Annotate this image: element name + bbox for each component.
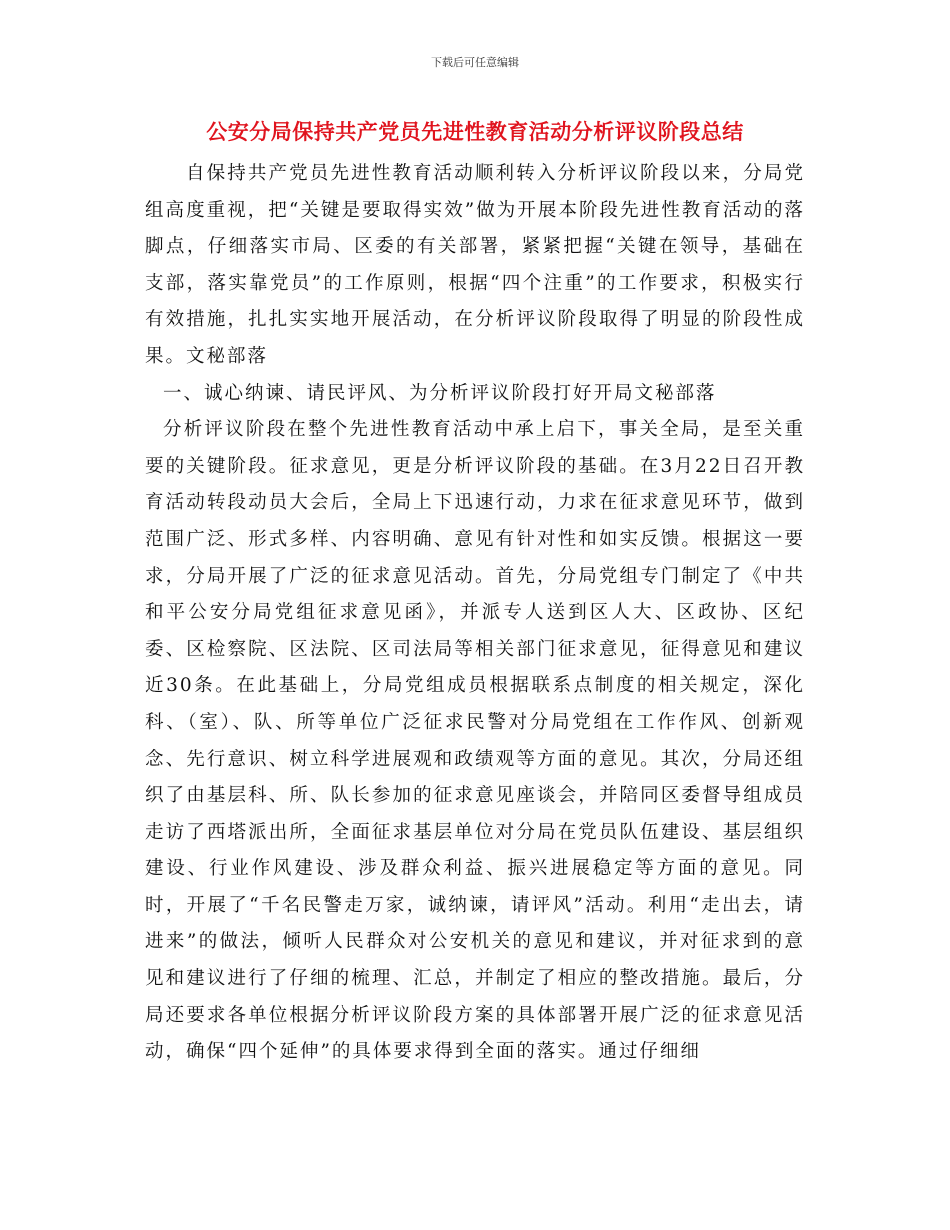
paragraph-section-1: 分析评议阶段在整个先进性教育活动中承上启下，事关全局，是至关重要的关键阶段。征求意见，更是分析评议阶段的基础。在3月22日召开教育活动转段动员大会后，全局上下迅速行动，力求在征求意见环节，做到范围广泛、形式多样、内容明确、意见有针对性和如实反馈。根据这一要求，分局开展了广泛的征求意见活动。首先，分局党组专门制定了《中共和平公安分局党组征求意见函》，并派专人送到区人大、区政协、区纪委、区检察院、区法院、区司法局等相关部门征求意见，征得意见和建议近30条。在此基础上，分局党组成员根据联系点制度的相关规定，深化科、（室）、队、所等单位广泛征求民警对分局党组在工作作风、创新观念、先行意识、树立科学进展观和政绩观等方面的意见。其次，分局还组织了由基层科、所、队长参加的征求意见座谈会，并陪同区委督导组成员走访了西塔派出所，全面征求基层单位对分局在党员队伍建设、基层组织建设、行业作风建设、涉及群众利益、振兴进展稳定等方面的意见。同时，开展了“千名民警走万家，诚纳谏，请评风”活动。利用“走出去，请进来”的做法，倾听人民群众对公安机关的意见和建议，并对征求到的意见和建议进行了仔细的梳理、汇总，并制定了相应的整改措施。最后，分局还要求各单位根据分析评议阶段方案的具体部署开展广泛的征求意见活动，确保“四个延伸”的具体要求得到全面的落实。通过仔细细 bbox=[145, 419, 805, 1063]
section-heading-1: 一、诚心纳谏、请民评风、为分析评议阶段打好开局文秘部落 bbox=[163, 382, 717, 404]
document-title: 公安分局保持共产党员先进性教育活动分析评议阶段总结 bbox=[206, 120, 744, 144]
paragraph-intro: 自保持共产党员先进性教育活动顺利转入分析评议阶段以来，分局党组高度重视，把“关键是要取得实效”做为开展本阶段先进性教育活动的落脚点，仔细落实市局、区委的有关部署，紧紧把握“关键在领导，基础在支部，落实靠党员”的工作原则，根据“四个注重”的工作要求，积极实行有效措施，扎扎实实地开展活动，在分析评议阶段取得了明显的阶段性成果。文秘部落 bbox=[145, 163, 805, 367]
header-note: 下载后可任意编辑 bbox=[431, 56, 519, 69]
document-body bbox=[145, 156, 805, 1071]
